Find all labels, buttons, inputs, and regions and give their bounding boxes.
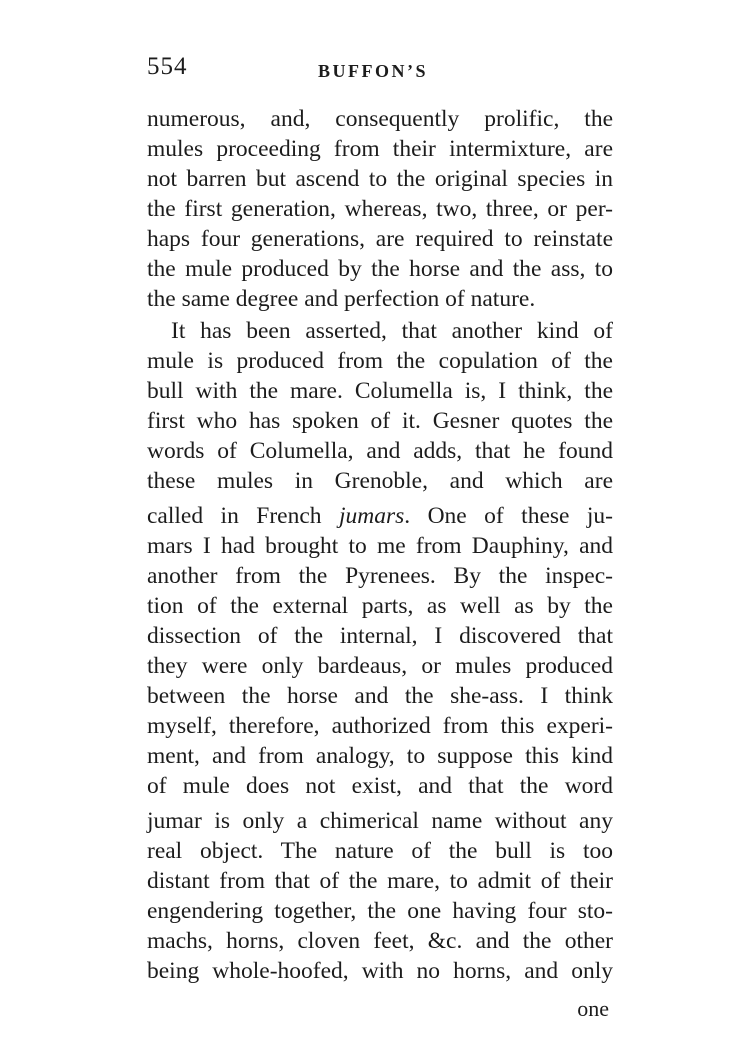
page-number: 554 <box>147 53 188 80</box>
text-line: words of Columella, and adds, that he found <box>147 438 613 464</box>
text-line: dissection of the internal, I discovered that <box>147 623 613 649</box>
text-line: not barren but ascend to the original species in <box>147 166 613 192</box>
text-line: they were only bardeaus, or mules produced <box>147 653 613 679</box>
text-line: called in French jumars. One of these ju- <box>147 503 613 529</box>
text-line: of mule does not exist, and that the word <box>147 773 613 799</box>
text-line: mars I had brought to me from Dauphiny, and <box>147 533 613 559</box>
text-line: these mules in Grenoble, and which are <box>147 468 613 494</box>
text-line: the mule produced by the horse and the ass, to <box>147 256 613 282</box>
running-head: BUFFON’S <box>318 61 428 81</box>
text-line: distant from that of the mare, to admit of their <box>147 868 613 894</box>
text-line: being whole-hoofed, with no horns, and only <box>147 958 613 984</box>
text-line: haps four generations, are required to reinstate <box>147 226 613 252</box>
text-line: real object. The nature of the bull is too <box>147 838 613 864</box>
text-line: jumar is only a chimerical name without any <box>147 808 613 834</box>
catchword: one <box>577 996 609 1021</box>
text-line: It has been asserted, that another kind of <box>171 318 613 344</box>
text-line: bull with the mare. Columella is, I think, the <box>147 378 613 404</box>
text-line: mule is produced from the copulation of the <box>147 348 613 374</box>
text-line: first who has spoken of it. Gesner quotes the <box>147 408 613 434</box>
text-line: mules proceeding from their intermixture, are <box>147 136 613 162</box>
text-line: the first generation, whereas, two, three, or per- <box>147 196 613 222</box>
text-line: engendering together, the one having four sto- <box>147 898 613 924</box>
text-line: the same degree and perfection of nature. <box>147 286 536 312</box>
text-line: machs, horns, cloven feet, &c. and the other <box>147 928 613 954</box>
text-line: ment, and from analogy, to suppose this kind <box>147 743 613 769</box>
text-line: numerous, and, consequently prolific, the <box>147 106 613 132</box>
text-line: myself, therefore, authorized from this experi- <box>147 713 613 739</box>
text-line: between the horse and the she-ass. I think <box>147 683 613 709</box>
text-line: another from the Pyrenees. By the inspec- <box>147 563 613 589</box>
text-line: tion of the external parts, as well as by the <box>147 593 613 619</box>
